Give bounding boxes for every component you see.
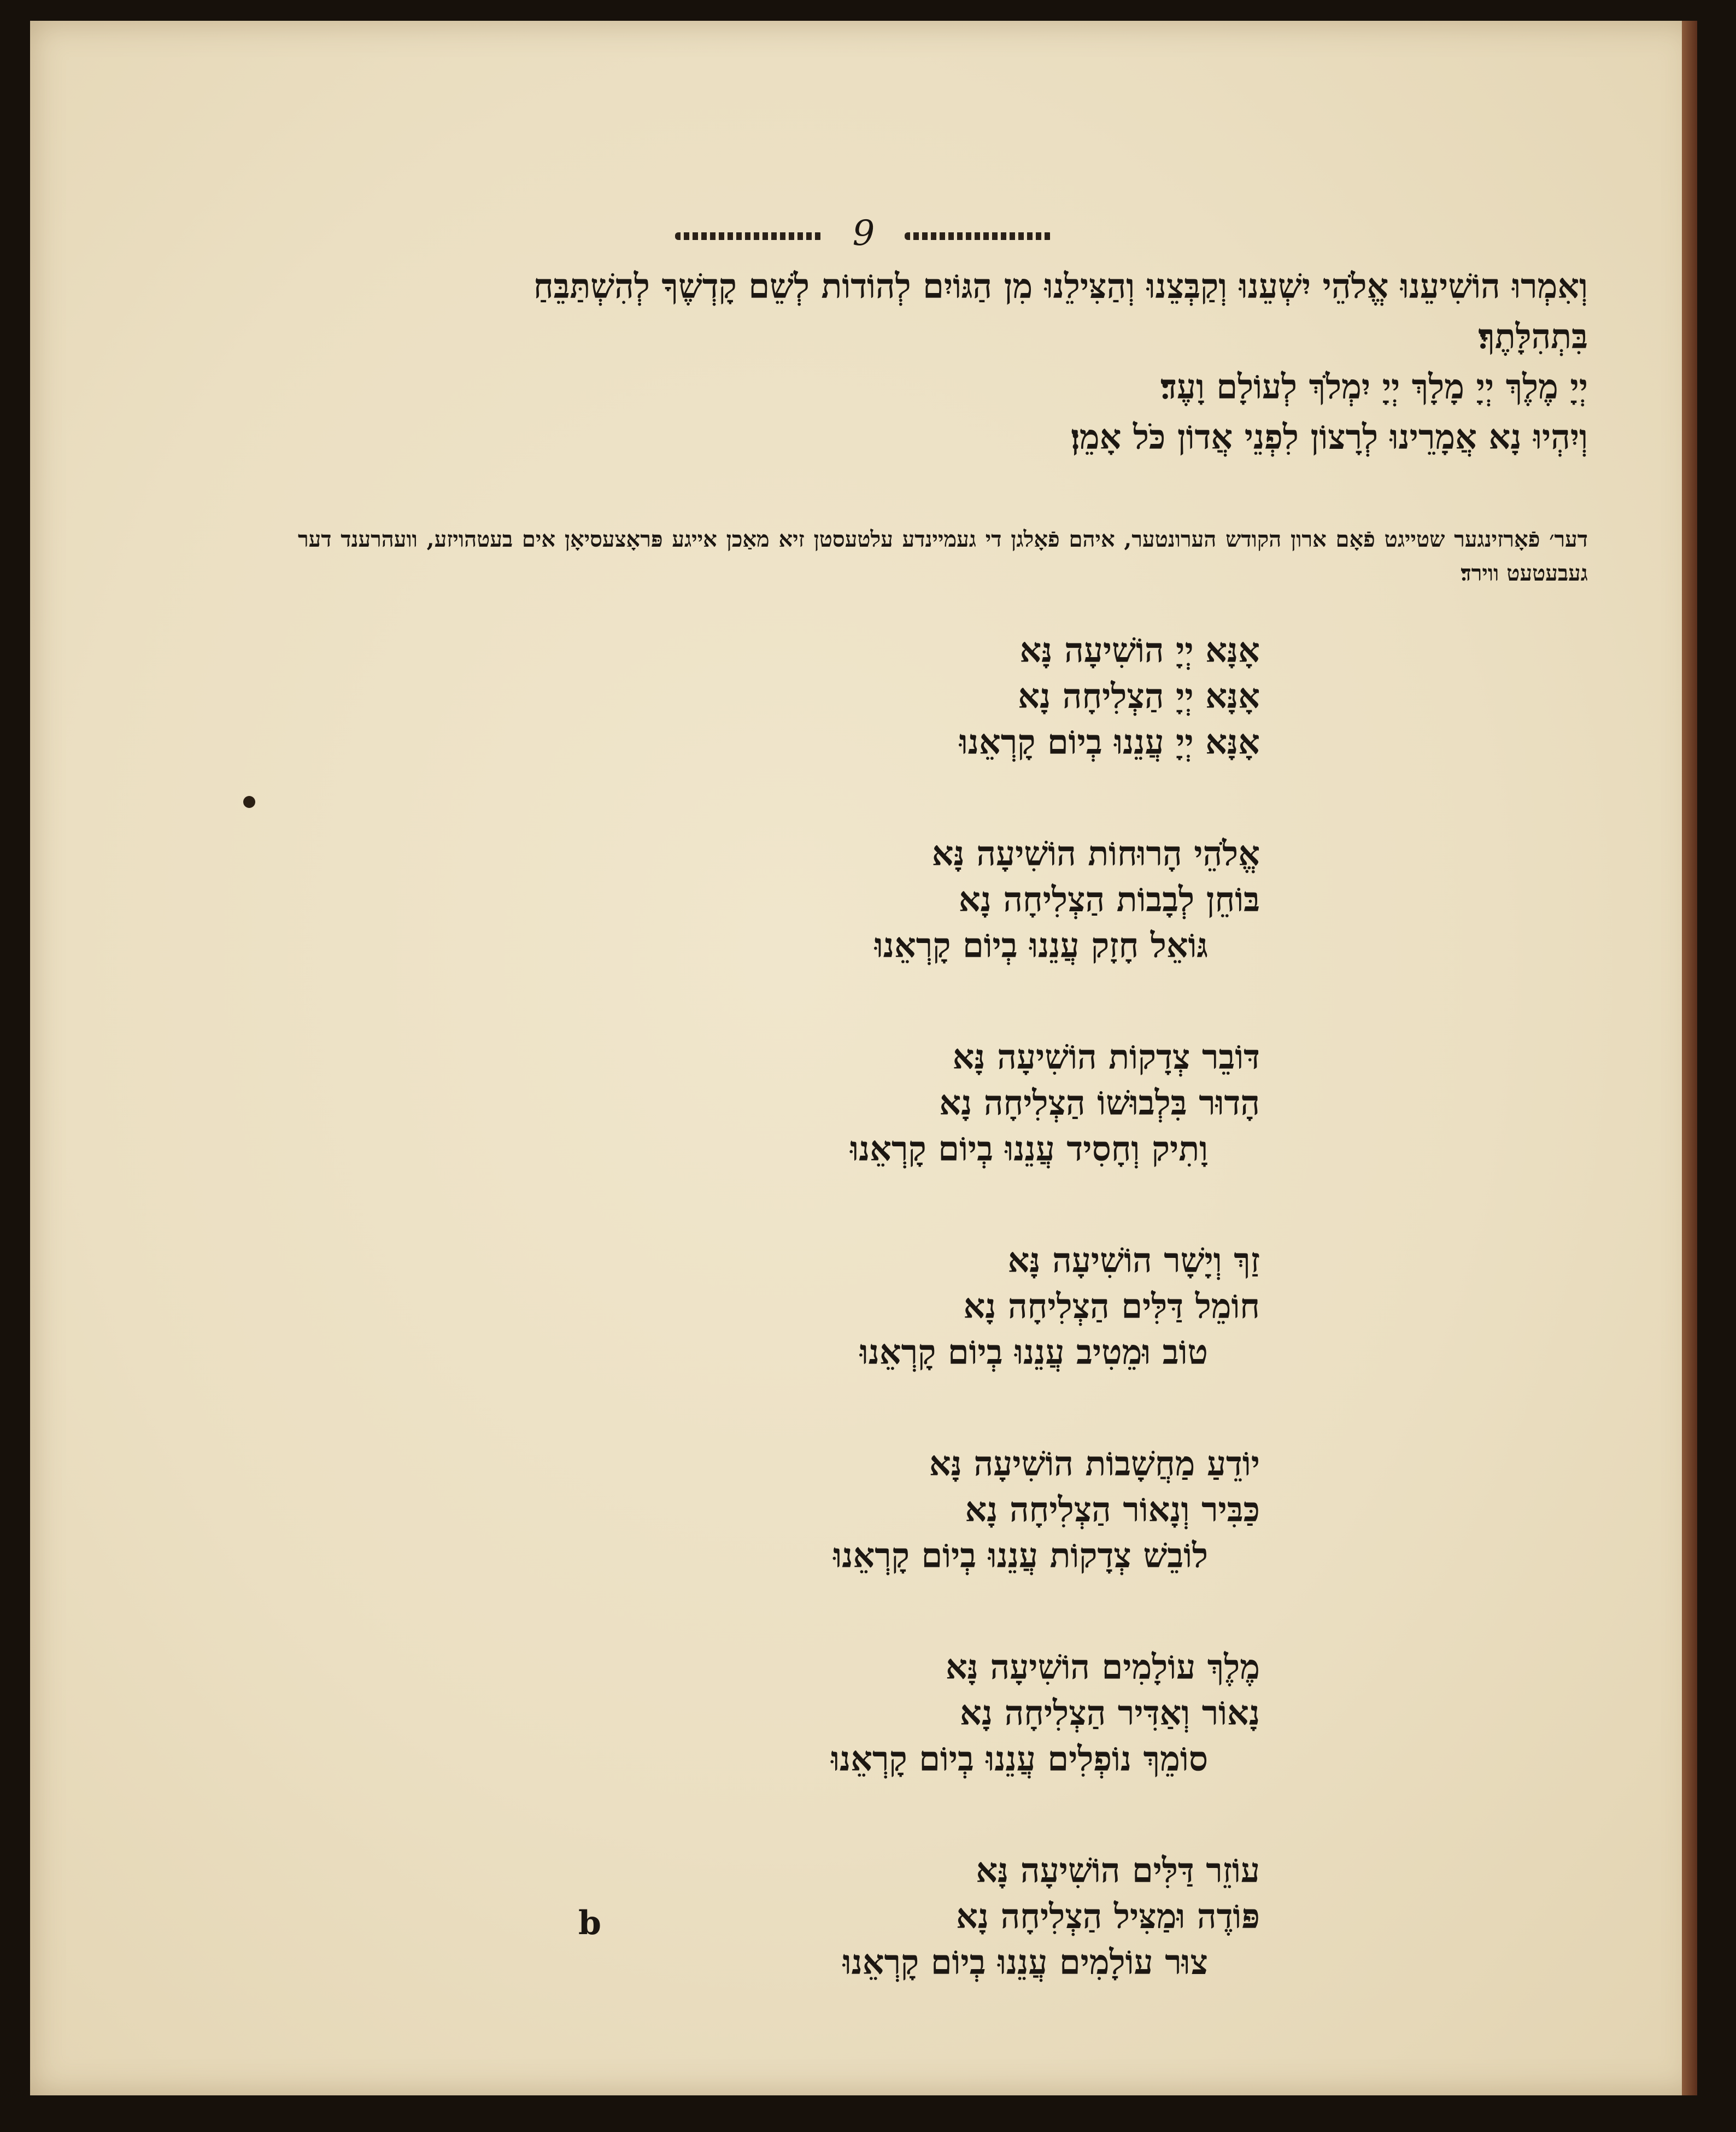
- stanza-line: לוֹבֵשׁ צְדָקוֹת עֲנֵנוּ בְיוֹם קָרְאֵנוּ: [833, 1536, 1208, 1575]
- stanza-line: מֶלֶךְ עוֹלָמִים הוֹשִׁיעָה נָּא: [945, 1647, 1260, 1687]
- stanza-line: הָדוּר בִּלְבוּשׁוֹ הַצְלִיחָה נָא: [939, 1083, 1260, 1123]
- stanza-line: אָנָּא יְיָ הוֹשִׁיעָה נָּא: [1019, 630, 1260, 670]
- stanza-line: נָאוֹר וְאַדִּיר הַצְלִיחָה נָא: [960, 1693, 1260, 1733]
- page-number: 9: [852, 213, 875, 254]
- page-header: [30, 213, 1697, 254]
- header-ornament-right: [905, 232, 1052, 240]
- stanza: [686, 1034, 1260, 1172]
- header-ornament-left: [675, 232, 823, 240]
- stanza-line: יוֹדֵעַ מַחֲשָׁבוֹת הוֹשִׁיעָה נָּא: [929, 1444, 1260, 1484]
- stanza-line: כַּבִּיר וְנָאוֹר הַצְלִיחָה נָא: [965, 1490, 1260, 1530]
- stanza-line: פּוֹדֶה וּמַצִּיל הַצְלִיחָה נָא: [956, 1896, 1260, 1936]
- printer-signature-mark: b: [578, 1904, 601, 1942]
- stanza-line: צוּר עוֹלָמִים עֲנֵנוּ בְיוֹם קָרְאֵנוּ: [842, 1942, 1208, 1982]
- stanza-line: וָתִיק וְחָסִיד עֲנֵנוּ בְיוֹם קָרְאֵנוּ: [850, 1129, 1208, 1169]
- prayer-line: וְאִמְרוּ הוֹשִׁיעֵנוּ אֱלֹהֵי יִשְׁעֵנוּ וְקַבְּצֵנוּ וְהַצִּילֵנוּ מִן הַגּוֹיִם לְהוֹדוֹת לְשֵׁם קָדְשֶׁךָ לְהִשְׁתַּבֵּחַ: [533, 266, 1588, 306]
- stanza: [686, 831, 1260, 969]
- stanza-line: אָנָּא יְיָ עֲנֵנוּ בְיוֹם קָרְאֵנוּ: [959, 722, 1260, 762]
- stanza-line: אֱלֹהֵי הָרוּחוֹת הוֹשִׁיעָה נָּא: [931, 834, 1260, 874]
- hoshana-stanzas: [686, 628, 1260, 2051]
- instruction-paragraph: דער׳ פֿאָרזינגער שטייגט פֿאָם ארון הקודש הערונטער, איהם פֿאָלגן די געמיינדע עלטעסטן זיא מאַכן אייגע פּראָצעסיאָן אים בעטהויזע, וועהרענד דער געבעטעט ווירד׃: [298, 526, 1588, 586]
- stanza-line: בּוֹחֵן לְבָבוֹת הַצְלִיחָה נָא: [958, 880, 1260, 919]
- book-page: [30, 21, 1697, 2095]
- stanza-line: חוֹמֵל דַּלִּים הַצְלִיחָה נָא: [963, 1286, 1260, 1326]
- stanza: [686, 1441, 1260, 1579]
- stanza-line: עוֹזֵר דַּלִּים הוֹשִׁיעָה נָּא: [976, 1850, 1260, 1890]
- stanza-line: סוֹמֵךְ נוֹפְלִים עֲנֵנוּ בְיוֹם קָרְאֵנוּ: [831, 1739, 1208, 1779]
- stanza-line: אָנָּא יְיָ הַצְלִיחָה נָא: [1018, 676, 1260, 716]
- stanza: [686, 628, 1260, 765]
- prayer-block: [298, 261, 1588, 462]
- stanza-line: גּוֹאֵל חָזָק עֲנֵנוּ בְיוֹם קָרְאֵנוּ: [874, 926, 1208, 965]
- stanza-line: זַךְ וְיָשָׁר הוֹשִׁיעָה נָּא: [1007, 1240, 1260, 1280]
- stanza: [686, 1238, 1260, 1375]
- stanza: [686, 1848, 1260, 1985]
- page-binding-edge: [1682, 21, 1697, 2095]
- stanza-line: דּוֹבֵר צְדָקוֹת הוֹשִׁיעָה נָּא: [952, 1037, 1260, 1077]
- stanza-line: טוֹב וּמֵטִיב עֲנֵנוּ בְיוֹם קָרְאֵנוּ: [859, 1332, 1208, 1372]
- prayer-line: וְיִהְיוּ נָא אֲמָרֵינוּ לְרָצוֹן לִפְנֵי אֲדוֹן כֹּל אָמֵן׃: [1071, 417, 1588, 457]
- ink-blot: [243, 796, 255, 808]
- prayer-line: יְיָ מֶלֶךְ יְיָ מָלָךְ יְיָ יִמְלֹךְ לְעוֹלָם וָעֶד׃: [1160, 367, 1588, 407]
- stanza: [686, 1644, 1260, 1782]
- prayer-line: בִּתְהִלָּתֶךָ׃: [1478, 317, 1588, 356]
